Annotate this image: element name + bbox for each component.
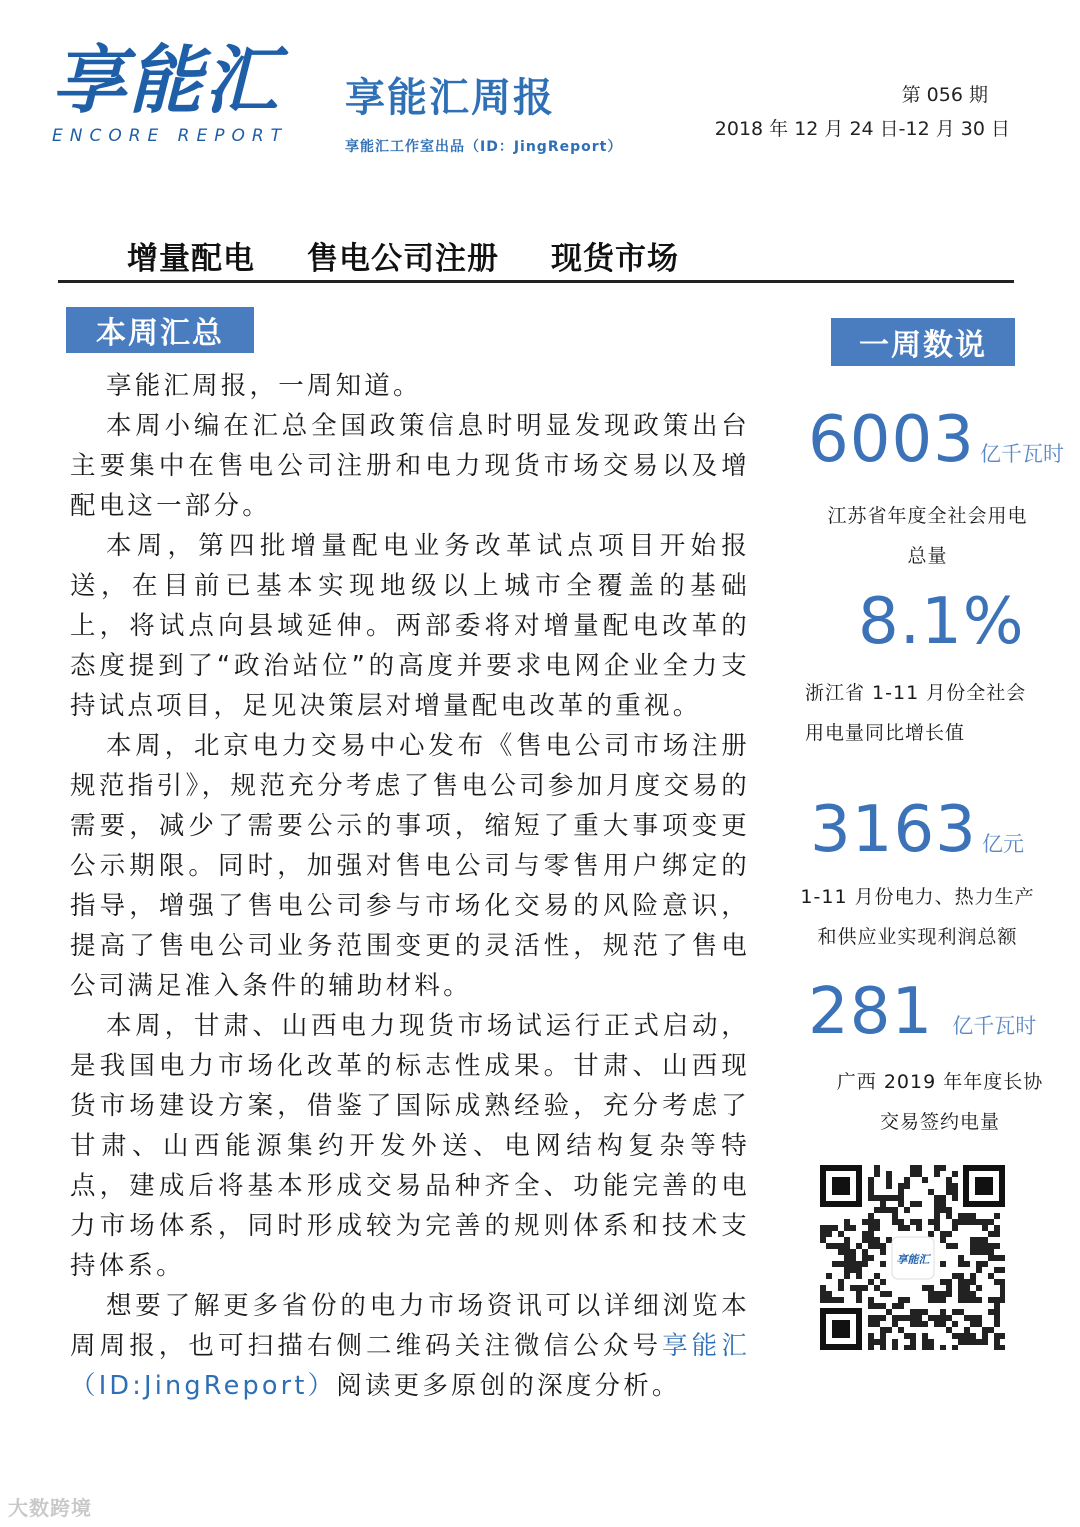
- publication-title: 享能汇周报: [345, 75, 555, 121]
- issue-number: 第 056 期: [901, 84, 988, 106]
- summary-paragraph: 本周，甘肃、山西电力现货市场试运行正式启动，是我国电力市场化改革的标志性成果。甘肃、山西现货市场建设方案，借鉴了国际成熟经验，充分考虑了甘肃、山西能源集约开发外送、电网结构复杂等特点，建成后将基本形成交易品种齐全、功能完善的电力市场体系，同时形成较为完善的规则体系和技术支持体系。: [70, 1011, 750, 1281]
- topic-retailer-registration: 售电公司注册: [307, 241, 499, 277]
- date-range: 2018 年 12 月 24 日-12 月 30 日: [714, 118, 1010, 140]
- stat-unit: 亿元: [981, 832, 1024, 856]
- stat-block-2: [858, 585, 1058, 659]
- qr-code[interactable]: [820, 1165, 1005, 1350]
- stat-value: 3163: [810, 793, 977, 867]
- topic-nav: [127, 233, 679, 278]
- summary-paragraph: 本周，北京电力交易中心发布《售电公司市场注册规范指引》，规范充分考虑了售电公司参加月度交易的需要，减少了需要公示的事项，缩短了重大事项变更公示期限。同时，加强对售电公司与零售用户绑定的指导，增强了售电公司参与市场化交易的风险意识，提高了售电公司业务范围变更的灵活性，规范了售电公司满足准入条件的辅助材料。: [70, 731, 750, 1001]
- stat-desc-line: 1-11 月份电力、热力生产: [800, 886, 1035, 908]
- logo: 享能汇: [52, 38, 280, 124]
- publication-subtitle: 享能汇工作室出品（ID：JingReport）: [345, 139, 623, 155]
- stat-value: 8.1%: [858, 585, 1025, 659]
- stat-desc-1: [790, 496, 1065, 576]
- wechat-account-link[interactable]: 享能汇（ID:JingReport）: [70, 1331, 750, 1401]
- qr-code-image: [820, 1165, 1005, 1350]
- stat-unit: 亿千瓦时: [952, 1014, 1037, 1038]
- logo-subtitle: ENCORE REPORT: [52, 126, 289, 146]
- stat-unit: 亿千瓦时: [979, 442, 1064, 466]
- qr-logo: 享能汇: [896, 1253, 930, 1266]
- summary-closing: [70, 1286, 750, 1406]
- summary-paragraph: 享能汇周报，一周知道。: [106, 371, 422, 401]
- stat-block-1: [808, 403, 1068, 477]
- stat-desc-line: 用电量同比增长值: [805, 722, 966, 744]
- stat-block-4: [808, 975, 1068, 1049]
- stats-heading: 一周数说: [831, 318, 1015, 366]
- topic-spot-market: 现货市场: [551, 241, 679, 277]
- stat-desc-line: 和供应业实现利润总额: [817, 926, 1018, 948]
- stat-value: 281: [808, 975, 934, 1049]
- summary-paragraph: 本周小编在汇总全国政策信息时明显发现政策出台主要集中在售电公司注册和电力现货市场交易以及增配电这一部分。: [70, 411, 750, 521]
- header-divider: [58, 280, 1014, 283]
- closing-text-end: 阅读更多原创的深度分析。: [336, 1371, 681, 1401]
- stat-desc-line: 浙江省 1-11 月份全社会: [805, 682, 1027, 704]
- stat-block-3: [810, 793, 1070, 867]
- summary-paragraph: 本周，第四批增量配电业务改革试点项目开始报送，在目前已基本实现地级以上城市全覆盖的基础上，将试点向县域延伸。两部委将对增量配电改革的态度提到了“政治站位”的高度并要求电网企业全力支持试点项目，足见决策层对增量配电改革的重视。: [70, 531, 750, 721]
- watermark: 大数跨境: [8, 1496, 92, 1520]
- summary-body: [70, 366, 750, 1406]
- stat-desc-3: [775, 877, 1060, 957]
- stat-desc-line: 广西 2019 年年度长协: [836, 1071, 1044, 1093]
- stat-desc-4: [815, 1062, 1065, 1142]
- summary-heading: 本周汇总: [66, 307, 254, 353]
- stat-value: 6003: [808, 403, 975, 477]
- stat-desc-line: 江苏省年度全社会用电: [827, 505, 1028, 527]
- closing-text: 想要了解更多省份的电力市场资讯可以详细浏览本周周报，也可扫描右侧二维码关注微信公众号: [70, 1291, 750, 1361]
- stat-desc-2: [805, 673, 1060, 753]
- stat-desc-line: 交易签约电量: [879, 1111, 1000, 1133]
- topic-incremental-distribution: 增量配电: [127, 241, 255, 277]
- stat-desc-line: 总量: [907, 545, 948, 567]
